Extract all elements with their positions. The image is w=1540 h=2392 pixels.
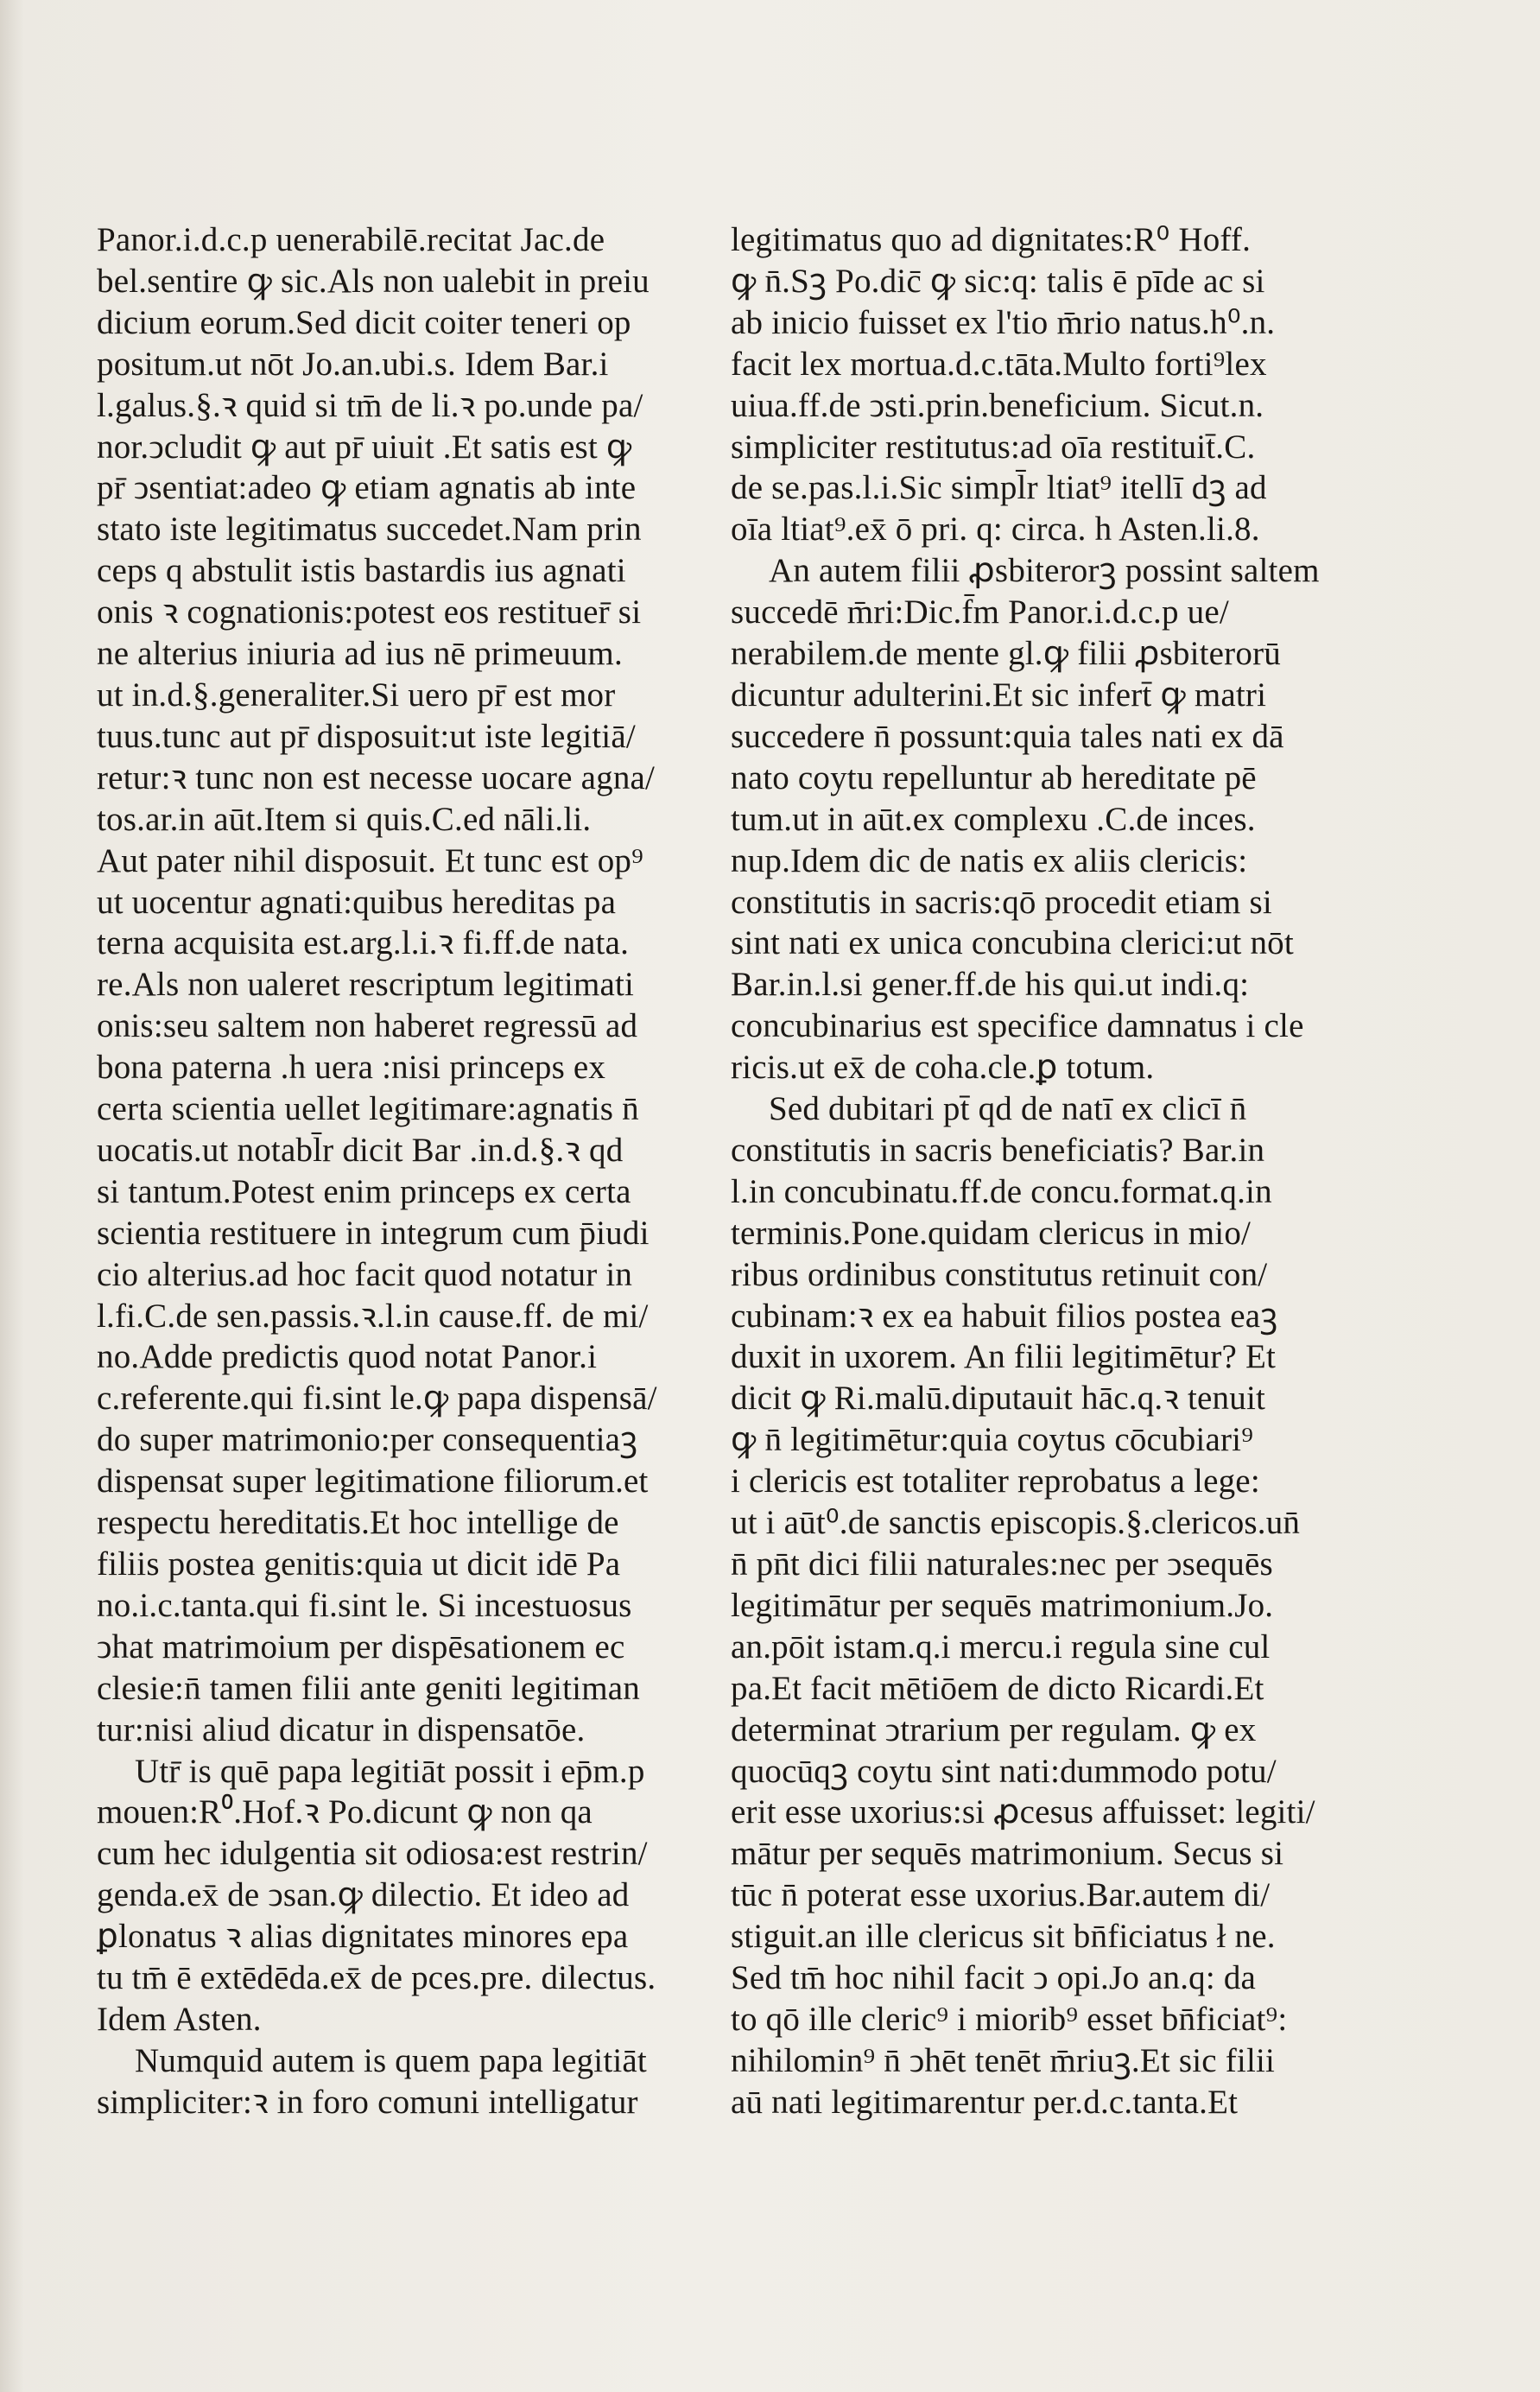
text-line: sint nati ex unica concubina clerici:ut nōt (731, 924, 1294, 962)
text-line: ꝙ n̄ legitimētur:quia coytus cōcubiari⁹ (731, 1421, 1253, 1459)
text-line: aū nati legitimarentur per.d.c.tanta.Et (731, 2083, 1239, 2121)
text-line: dispensat super legitimatione filiorum.et (97, 1462, 649, 1501)
text-line: determinat ↄtrarium per regulam. ꝙ ex (731, 1710, 1257, 1748)
text-line: no.i.c.tanta.qui fi.sint le. Si incestuosus (97, 1586, 632, 1624)
text-line: facit lex mortua.d.c.tāta.Multo forti⁹lex (731, 345, 1267, 383)
text-line: mouen:R⁰.Hof.ꝛ Po.dicunt ꝙ non qa (97, 1793, 593, 1831)
text-line: de se.pas.l.i.Sic simpl̄r ltiat⁹ itellī dꝫ ad (731, 469, 1267, 507)
text-line: retur:ꝛ tunc non est necesse uocare agna/ (97, 758, 656, 796)
text-line: i clericis est totaliter reprobatus a lege: (731, 1462, 1260, 1501)
text-line: l.in concubinatu.ff.de concu.format.q.in (731, 1172, 1272, 1210)
text-line: erit esse uxorius:si ꝓcesus affuisset: legiti/ (731, 1793, 1315, 1831)
text-line: Numquid autem is quem papa legitiāt (135, 2041, 647, 2079)
text-line: Bar.in.l.si gener.ff.de his qui.ut indi.q: (731, 966, 1250, 1004)
text-line: nato coytu repelluntur ab hereditate pē (731, 758, 1257, 796)
text-line: no.Adde predictis quod notat Panor.i (97, 1338, 598, 1376)
left-text-column (97, 219, 701, 2123)
text-line: dicit ꝙ Ri.malū.diputauit hāc.q.ꝛ tenuit (731, 1380, 1266, 1418)
text-line: simpliciter restitutus:ad oīa restituit̄.C. (731, 428, 1256, 466)
text-line: ut in.d.§.generaliter.Si uero pr̄ est mor (97, 676, 616, 714)
text-line: l.galus.§.ꝛ quid si tm̄ de li.ꝛ po.unde pa/ (97, 386, 643, 424)
text-line: to qō ille cleric⁹ i miorib⁹ esset bn̄ficiat⁹: (731, 2000, 1288, 2038)
text-line: Sed tm̄ hoc nihil facit ↄ opi.Jo an.q: da (731, 1959, 1257, 1997)
text-line: respectu hereditatis.Et hoc intellige de (97, 1504, 619, 1542)
text-line: nerabilem.de mente gl.ꝙ filii ꝓsbiterorū (731, 635, 1281, 673)
text-line: pa.Et facit mētiōem de dicto Ricardi.Et (731, 1669, 1264, 1707)
text-line: duxit in uxorem. An filii legitimētur? Et (731, 1338, 1277, 1376)
text-line: scientia restituere in integrum cum p̄iudi (97, 1214, 650, 1252)
text-line: tu tm̄ ē extēdēda.ex̄ de pces.pre. dilectus. (97, 1959, 656, 1997)
text-line: An autem filii ꝓsbiterorꝫ possint saltem (769, 552, 1320, 590)
text-line: constitutis in sacris:qō procedit etiam si (731, 883, 1272, 921)
text-line: onis ꝛ cognationis:potest eos restituer̄ si (97, 593, 642, 631)
text-line: c.referente.qui fi.sint le.ꝙ papa dispensā/ (97, 1380, 657, 1418)
text-line: re.Als non ualeret rescriptum legitimati (97, 966, 635, 1004)
text-line: ꝑlonatus ꝛ alias dignitates minores epa (97, 1918, 629, 1956)
text-line: an.pōit istam.q.i mercu.i regula sine cul (731, 1627, 1271, 1666)
text-line: ut uocentur agnati:quibus hereditas pa (97, 883, 617, 921)
text-line: simpliciter:ꝛ in foro comuni intelligatur (97, 2083, 638, 2121)
text-line: ut i aūt⁰.de sanctis episcopis.§.clericos.un̄ (731, 1504, 1301, 1542)
text-line: Aut pater nihil disposuit. Et tunc est op⁹ (97, 841, 643, 879)
text-line: onis:seu saltem non haberet regressū ad (97, 1007, 638, 1045)
text-line: cubinam:ꝛ ex ea habuit filios postea eaꝫ (731, 1297, 1278, 1335)
text-line: ab inicio fuisset ex l'tio m̄rio natus.h⁰.n. (731, 303, 1276, 341)
text-line: uiua.ff.de ↄsti.prin.beneficium. Sicut.n. (731, 386, 1264, 424)
text-line: cum hec idulgentia sit odiosa:est restrin/ (97, 1835, 648, 1873)
text-line: tūc n̄ poterat esse uxorius.Bar.autem di/ (731, 1876, 1271, 1914)
text-line: ricis.ut ex̄ de coha.cle.ꝑ totum. (731, 1049, 1155, 1087)
text-line: tum.ut in aūt.ex complexu .C.de inces. (731, 800, 1256, 838)
text-line: n̄ pn̄t dici filii naturales:nec per ↄsequēs (731, 1545, 1273, 1583)
text-line: bona paterna .h uera :nisi princeps ex (97, 1049, 606, 1087)
text-line: tuus.tunc aut pr̄ disposuit:ut iste legitiā/ (97, 717, 636, 755)
text-line: legitimātur per sequēs matrimonium.Jo. (731, 1586, 1274, 1624)
text-line: ꝙ n̄.Sꝫ Po.dic̄ ꝙ sic:q: talis ē pīde ac si (731, 262, 1265, 300)
text-line: si tantum.Potest enim princeps ex certa (97, 1172, 631, 1210)
text-line: nihilomin⁹ n̄ ↄhēt tenēt m̄riuꝫ.Et sic filii (731, 2041, 1276, 2079)
text-line: ribus ordinibus constitutus retinuit con/ (731, 1255, 1268, 1293)
text-line: do super matrimonio:per consequentiaꝫ (97, 1421, 638, 1459)
text-line: dicuntur adulterini.Et sic infert̄ ꝙ matri (731, 676, 1267, 714)
binding-shadow (0, 0, 24, 2392)
text-line: terna acquisita est.arg.l.i.ꝛ fi.ff.de nata. (97, 924, 630, 962)
text-line: terminis.Pone.quidam clericus in mio/ (731, 1214, 1252, 1252)
text-line: tos.ar.in aūt.Item si quis.C.ed nāli.li. (97, 800, 592, 838)
text-line: ceps q abstulit istis bastardis ius agnati (97, 552, 626, 590)
text-line: ↄhat matrimoium per dispēsationem ec (97, 1627, 625, 1666)
text-line: succedē m̄ri:Dic.f̄m Panor.i.d.c.p ue/ (731, 593, 1229, 631)
text-line: mātur per sequēs matrimonium. Secus si (731, 1835, 1284, 1873)
text-line: Sed dubitari pt̄ qd de natī ex clicī n̄ (769, 1090, 1247, 1128)
text-line: cio alterius.ad hoc facit quod notatur in (97, 1255, 633, 1293)
text-line: filiis postea genitis:quia ut dicit idē Pa (97, 1545, 621, 1583)
right-text-column (731, 219, 1370, 2123)
text-line: stiguit.an ille clericus sit bn̄ficiatus ł ne. (731, 1918, 1276, 1956)
text-line: bel.sentire ꝙ sic.Als non ualebit in preiu (97, 262, 650, 300)
text-line: nor.ↄcludit ꝙ aut pr̄ uiuit .Et satis est ꝙ (97, 428, 632, 466)
text-line: quocūqꝫ coytu sint nati:dummodo potu/ (731, 1752, 1277, 1790)
text-line: genda.ex̄ de ↄsan.ꝙ dilectio. Et ideo ad (97, 1876, 630, 1914)
text-line: pr̄ ↄsentiat:adeo ꝙ etiam agnatis ab inte (97, 469, 637, 507)
text-line: oīa ltiat⁹.ex̄ ō pri. q: circa. h Asten.li.8. (731, 511, 1260, 549)
text-line: constitutis in sacris beneficiatis? Bar.in (731, 1131, 1265, 1169)
text-line: Utr̄ is quē papa legitiāt possit i ep̄m.p (135, 1752, 645, 1790)
text-line: ne alterius iniuria ad ius nē primeuum. (97, 635, 623, 673)
text-line: legitimatus quo ad dignitates:R⁰ Hoff. (731, 221, 1252, 258)
text-line: positum.ut nōt Jo.an.ubi.s. Idem Bar.i (97, 345, 609, 383)
text-line: Panor.i.d.c.p uenerabilē.recitat Jac.de (97, 221, 605, 258)
text-line: tur:nisi aliud dicatur in dispensatōe. (97, 1710, 586, 1748)
text-line: nup.Idem dic de natis ex aliis clericis: (731, 841, 1248, 879)
text-line: dicium eorum.Sed dicit coiter teneri op (97, 303, 631, 341)
text-line: uocatis.ut notabl̄r dicit Bar .in.d.§.ꝛ qd (97, 1131, 624, 1169)
text-line: concubinarius est specifice damnatus i cle (731, 1007, 1304, 1045)
text-line: l.fi.C.de sen.passis.ꝛ.l.in cause.ff. de mi/ (97, 1297, 649, 1335)
text-line: clesie:n̄ tamen filii ante geniti legitiman (97, 1669, 640, 1707)
text-line: Idem Asten. (97, 2000, 262, 2038)
text-line: succedere n̄ possunt:quia tales nati ex dā (731, 717, 1284, 755)
text-line: certa scientia uellet legitimare:agnatis n̄ (97, 1090, 639, 1128)
text-line: stato iste legitimatus succedet.Nam prin (97, 511, 642, 549)
